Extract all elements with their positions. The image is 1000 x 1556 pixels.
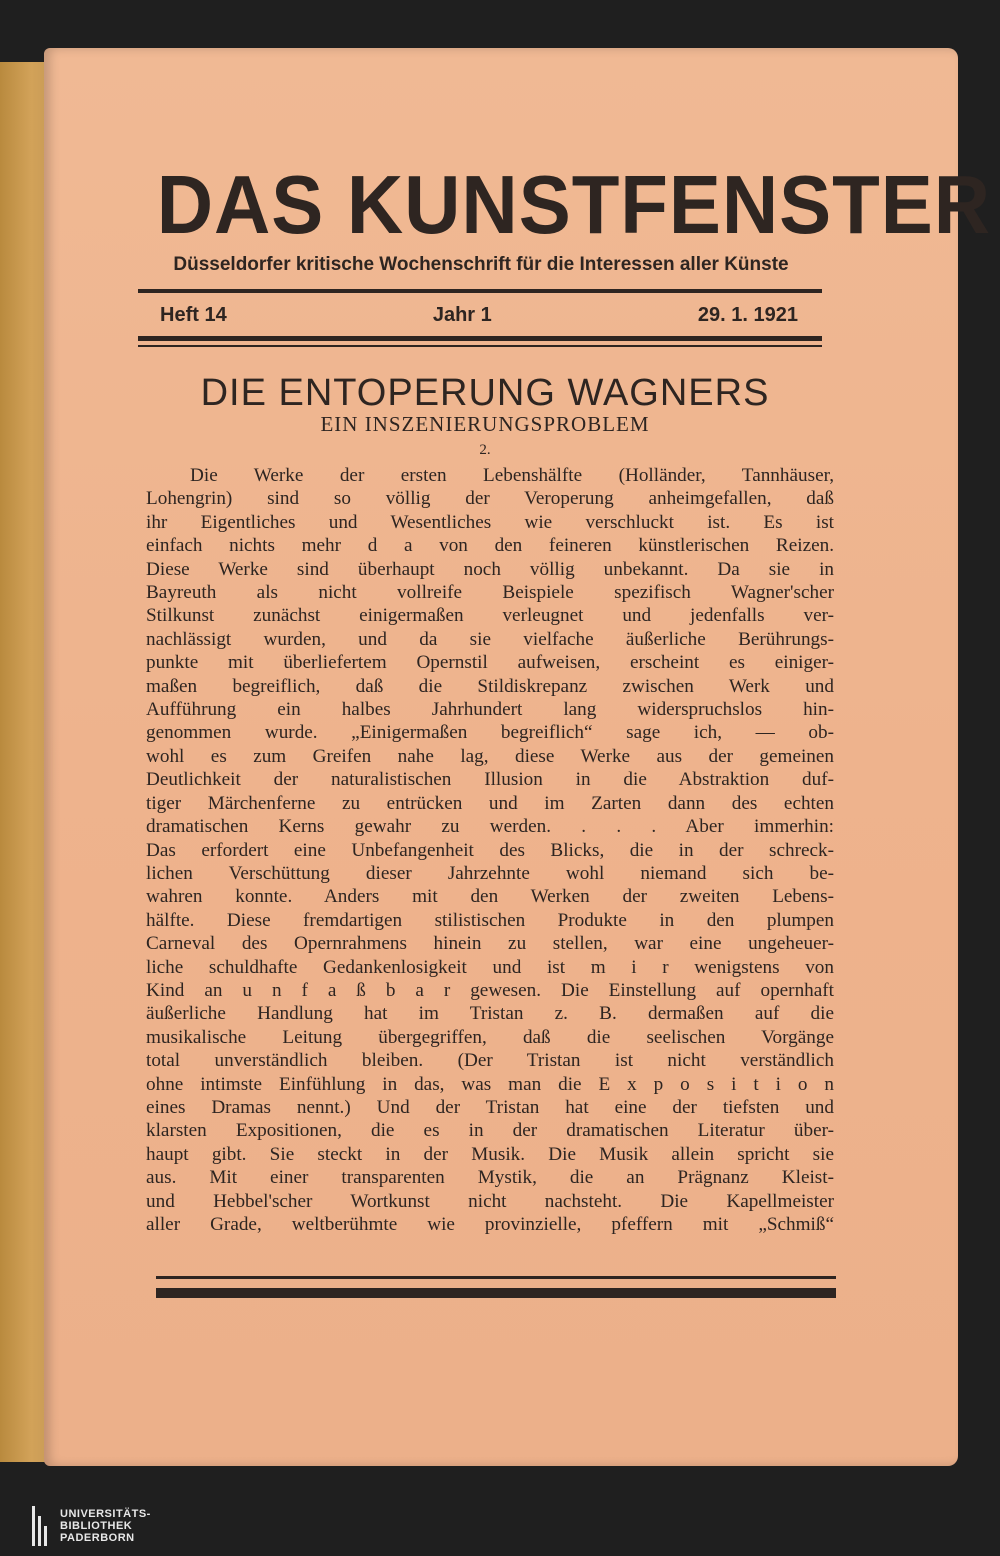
article-line: eines Dramas nennt.) Und der Tristan hat eine der tiefsten und bbox=[146, 1096, 834, 1118]
article-line: Stilkunst zunächst einigermaßen verleugnet und jedenfalls ver- bbox=[146, 605, 834, 627]
article-line: Deutlichkeit der naturalistischen Illusion in die Abstraktion duf- bbox=[146, 769, 834, 791]
footer-rule-thin bbox=[156, 1276, 836, 1279]
issue-year: Jahr 1 bbox=[432, 303, 492, 326]
article-line: wahren konnte. Anders mit den Werken der zweiten Lebens- bbox=[146, 886, 834, 908]
article-line: Aufführung ein halbes Jahrhundert lang widerspruchslos hin- bbox=[146, 699, 834, 721]
article-line: äußerliche Handlung hat im Tristan z. B. dermaßen auf die bbox=[146, 1003, 834, 1025]
masthead bbox=[136, 158, 991, 276]
article-line: Bayreuth als nicht vollreife Beispiele spezifisch Wagner'scher bbox=[146, 582, 834, 604]
article-body bbox=[146, 464, 834, 1236]
article-line: dramatischen Kerns gewahr zu werden. . . . Aber immerhin: bbox=[146, 816, 834, 838]
magazine-subtitle: Düsseldorfer kritische Wochenschrift für die Interessen aller Künste bbox=[173, 254, 789, 275]
library-logo-text: UNIVERSITÄTS- BIBLIOTHEK PADERBORN bbox=[60, 1508, 151, 1544]
article-part-number: 2. bbox=[479, 442, 491, 458]
issue-number: Heft 14 bbox=[160, 303, 227, 326]
article-line: total unverständlich bleiben. (Der Tristan ist nicht verständlich bbox=[146, 1050, 834, 1072]
article-line: und Hebbel'scher Wortkunst nicht nachsteht. Die Kapellmeister bbox=[146, 1190, 834, 1212]
article-line: lichen Verschüttung dieser Jahrzehnte wohl niemand sich be- bbox=[146, 862, 834, 884]
article-line: Carneval des Opernrahmens hinein zu stellen, war eine ungeheuer- bbox=[146, 933, 834, 955]
magazine-title: DAS KUNSTFENSTER bbox=[156, 158, 991, 251]
article-line: Diese Werke sind überhaupt noch völlig unbekannt. Da sie in bbox=[146, 558, 834, 580]
library-logo bbox=[32, 1504, 151, 1548]
issue-bar bbox=[146, 300, 806, 330]
article-line: aller Grade, weltberühmte wie provinzielle, pfeffern mit „Schmiß“ bbox=[146, 1214, 834, 1235]
article-line: haupt gibt. Sie steckt in der Musik. Die Musik allein spricht sie bbox=[146, 1143, 834, 1165]
issue-date: 29. 1. 1921 bbox=[697, 303, 798, 326]
article-line: Kind an u n f a ß b a r gewesen. Die Einstellung auf opernhaft bbox=[146, 979, 834, 1001]
article-line: hälfte. Diese fremdartigen stilistischen Produkte in den plumpen bbox=[146, 909, 834, 931]
article-line: einfach nichts mehr d a von den feineren künstlerischen Reizen. bbox=[146, 535, 834, 557]
article-subtitle: EIN INSZENIERUNGSPROBLEM bbox=[320, 412, 650, 436]
footer-rule-thick bbox=[156, 1288, 836, 1298]
masthead-rule bbox=[138, 289, 822, 293]
article-line: punkte mit überliefertem Opernstil aufweisen, erscheint es einiger- bbox=[146, 652, 834, 674]
article-line: maßen begreiflich, daß die Stildiskrepanz zwischen Werk und bbox=[146, 675, 834, 697]
article-line: klarsten Expositionen, die es in der dramatischen Literatur über- bbox=[146, 1120, 834, 1142]
article-line: musikalische Leitung übergegriffen, daß die seelischen Vorgänge bbox=[146, 1026, 834, 1048]
article-line: Die Werke der ersten Lebenshälfte (Holländer, Tannhäuser, bbox=[190, 465, 834, 486]
article-title: DIE ENTOPERUNG WAGNERS bbox=[200, 372, 770, 414]
article-line: Lohengrin) sind so völlig der Veroperung anheimgefallen, daß bbox=[146, 488, 834, 510]
issue-rule-thick bbox=[138, 336, 822, 341]
article-line: tiger Märchenferne zu entrücken und im Zarten dann des echten bbox=[146, 792, 834, 814]
issue-rule-thin bbox=[138, 345, 822, 347]
library-logo-icon bbox=[32, 1506, 52, 1546]
article-line: ohne intimste Einfühlung in das, was man die E x p o s i t i o n bbox=[146, 1073, 834, 1095]
article-line: liche schuldhafte Gedankenlosigkeit und ist m i r wenigstens von bbox=[146, 956, 834, 978]
article-line: genommen wurde. „Einigermaßen begreiflich“ sage ich, — ob- bbox=[146, 722, 834, 744]
article-line: Das erfordert eine Unbefangenheit des Blicks, die in der schreck- bbox=[146, 839, 834, 861]
article-line: aus. Mit einer transparenten Mystik, die an Prägnanz Kleist- bbox=[146, 1167, 834, 1189]
article-line: ihr Eigentliches und Wesentliches wie verschluckt ist. Es ist bbox=[146, 511, 834, 533]
article-line: nachlässigt wurden, und da sie vielfache äußerliche Berührungs- bbox=[146, 628, 834, 650]
article-line: wohl es zum Greifen nahe lag, diese Werke aus der gemeinen bbox=[146, 745, 834, 767]
